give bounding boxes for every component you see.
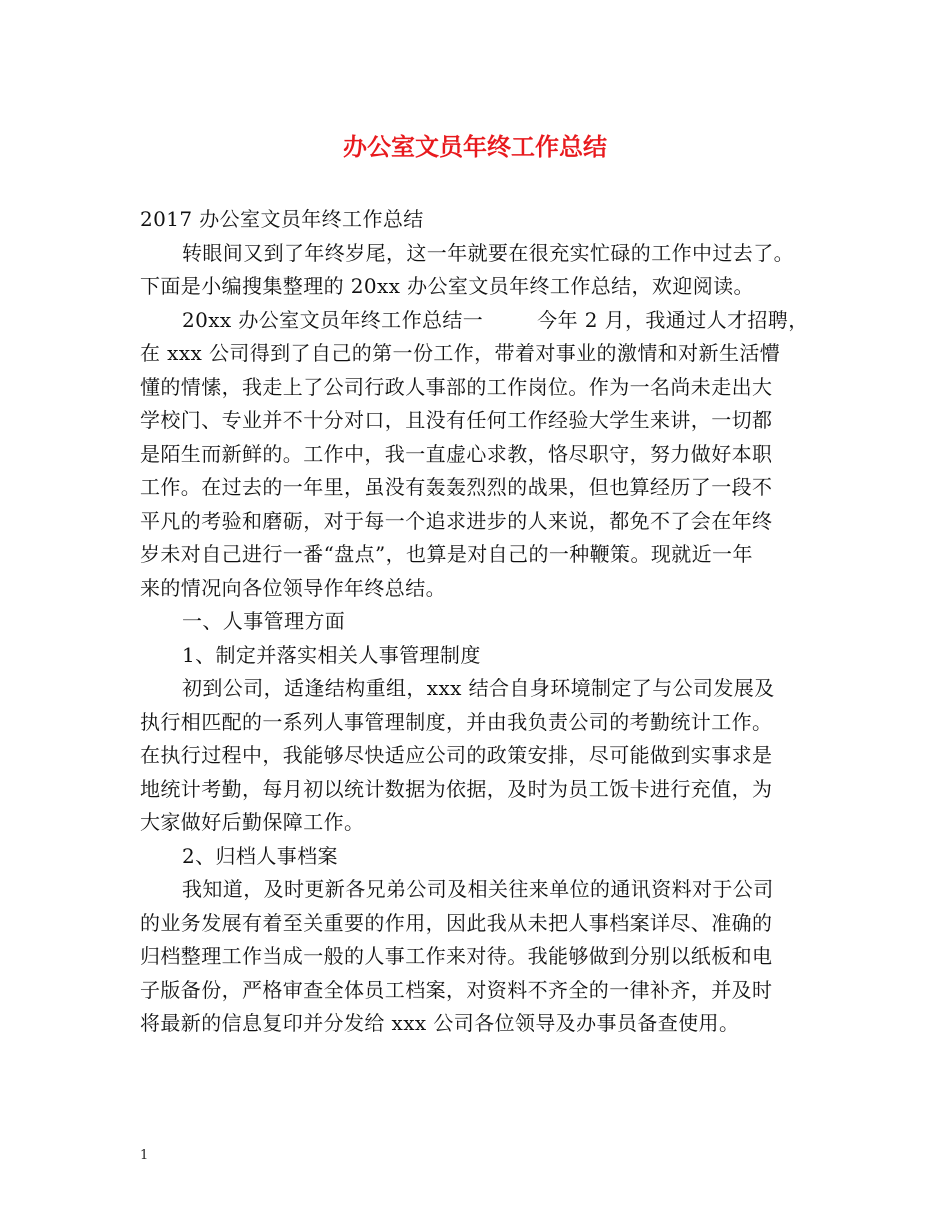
paragraph-line: 岁未对自己进行一番“盘点”，也算是对自己的一种鞭策。现就近一年 xyxy=(140,542,753,566)
paragraph-line: 学校门、专业并不十分对口，且没有任何工作经验大学生来讲，一切都 xyxy=(140,408,773,432)
paragraph-line: 在 xxx 公司得到了自己的第一份工作，带着对事业的激情和对新生活懵 xyxy=(140,341,781,365)
paragraph-line xyxy=(140,304,820,338)
paragraph-line: 大家做好后勤保障工作。 xyxy=(140,810,365,834)
paragraph-line: 是陌生而新鲜的。工作中，我一直虚心求教，恪尽职守，努力做好本职 xyxy=(140,441,773,466)
subtitle-line: 2017 办公室文员年终工作总结 xyxy=(140,207,424,231)
paragraph-line: 地统计考勤，每月初以统计数据为依据，及时为员工饭卡进行充值，为 xyxy=(140,776,773,801)
document-title: 办公室文员年终工作总结 xyxy=(343,133,607,161)
subsection-heading: 1、制定并落实相关人事管理制度 xyxy=(182,642,481,667)
paragraph-text: 今年 2 月，我通过人才招聘， xyxy=(537,307,809,332)
document-body xyxy=(140,203,820,1041)
paragraph-line: 归档整理工作当成一般的人事工作来对待。我能够做到分别以纸板和电 xyxy=(140,944,773,968)
section-heading: 一、人事管理方面 xyxy=(182,609,346,633)
paragraph-line: 来的情况向各位领导作年终总结。 xyxy=(140,575,446,600)
paragraph-line: 平凡的考验和磨砺，对于每一个追求进步的人来说，都免不了会在年终 xyxy=(140,508,773,533)
paragraph-line: 的业务发展有着至关重要的作用，因此我从未把人事档案详尽、准确的 xyxy=(140,910,773,935)
paragraph-line: 在执行过程中，我能够尽快适应公司的政策安排，尽可能做到实事求是 xyxy=(140,743,773,767)
section-heading-inline: 20xx 办公室文员年终工作总结一 xyxy=(182,307,484,332)
paragraph-line: 转眼间又到了年终岁尾，这一年就要在很充实忙碌的工作中过去了。 xyxy=(182,240,794,265)
subsection-heading: 2、归档人事档案 xyxy=(182,843,338,868)
paragraph-line: 工作。在过去的一年里，虽没有轰轰烈烈的战果，但也算经历了一段不 xyxy=(140,475,773,499)
paragraph-line: 我知道，及时更新各兄弟公司及相关往来单位的通讯资料对于公司 xyxy=(182,877,774,901)
paragraph-line: 子版备份，严格审查全体员工档案，对资料不齐全的一律补齐，并及时 xyxy=(140,977,773,1002)
paragraph-line: 下面是小编搜集整理的 20xx 办公室文员年终工作总结，欢迎阅读。 xyxy=(140,274,754,298)
paragraph-line: 将最新的信息复印并分发给 xxx 公司各位领导及办事员备查使用。 xyxy=(140,1011,740,1035)
paragraph-line: 初到公司，适逢结构重组，xxx 结合自身环境制定了与公司发展及 xyxy=(182,676,775,700)
paragraph-line: 执行相匹配的一系列人事管理制度，并由我负责公司的考勤统计工作。 xyxy=(140,709,773,734)
page-number: 1 xyxy=(140,1148,149,1163)
paragraph-line: 懂的情愫，我走上了公司行政人事部的工作岗位。作为一名尚未走出大 xyxy=(140,374,773,399)
